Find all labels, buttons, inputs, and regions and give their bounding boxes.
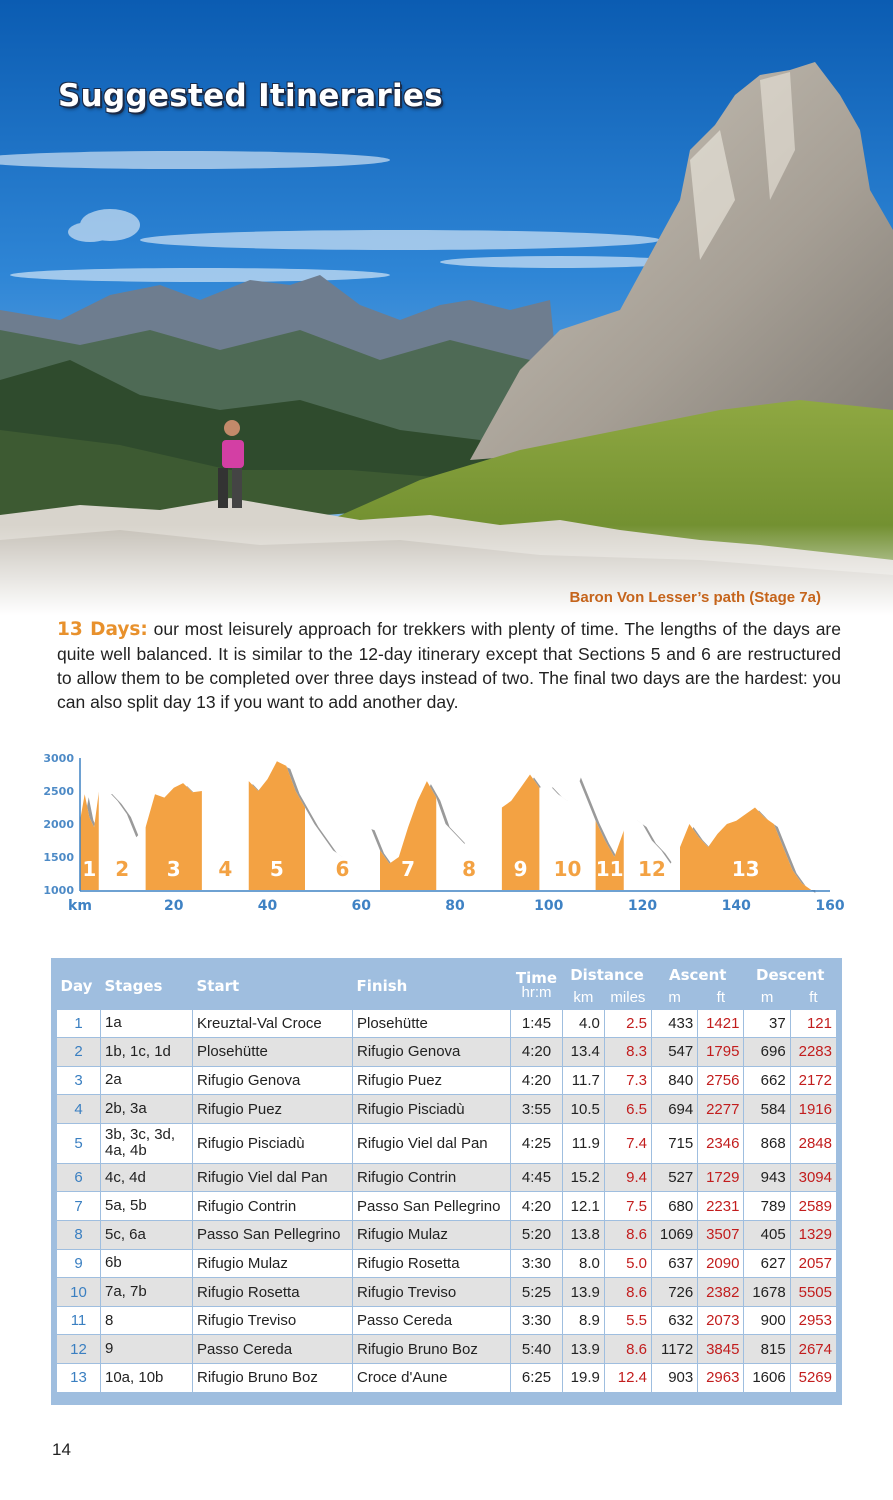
cell-descent-ft: 2674 [790, 1335, 836, 1364]
cell-day: 11 [57, 1306, 101, 1335]
page-title: Suggested Itineraries [58, 78, 444, 114]
table-row [57, 1095, 837, 1124]
stage-label: 7 [401, 857, 416, 881]
cell-miles: 7.5 [604, 1192, 651, 1221]
header-start: Start [196, 976, 240, 995]
table-row [57, 1221, 837, 1250]
cell-stages: 9 [101, 1335, 193, 1364]
cell-descent-m: 627 [744, 1249, 790, 1278]
cell-time: 4:20 [511, 1038, 563, 1067]
stage-label: 13 [731, 857, 760, 881]
cell-time: 6:25 [511, 1364, 563, 1393]
table-row [57, 1278, 837, 1307]
header-descent-ft: ft [809, 989, 818, 1007]
x-tick-label: 120 [627, 898, 658, 914]
cell-ascent-m: 637 [652, 1249, 698, 1278]
cell-miles: 6.5 [604, 1095, 651, 1124]
cell-ascent-m: 527 [652, 1163, 698, 1192]
x-tick-label: 160 [815, 898, 845, 914]
cell-start: Rifugio Genova [193, 1066, 353, 1095]
cell-start: Rifugio Bruno Boz [193, 1364, 353, 1393]
cell-ascent-ft: 1795 [698, 1038, 744, 1067]
cell-km: 13.9 [563, 1335, 605, 1364]
y-tick-label: 1000 [43, 884, 74, 897]
table-row [57, 1192, 837, 1221]
cell-km: 13.4 [563, 1038, 605, 1067]
table-row [57, 1066, 837, 1095]
x-axis-unit-label: km [68, 898, 92, 914]
stage-label: 11 [595, 857, 624, 881]
cell-ascent-m: 694 [652, 1095, 698, 1124]
table-row [57, 1009, 837, 1038]
itinerary-table [56, 963, 837, 1393]
cell-ascent-ft: 2963 [698, 1364, 744, 1393]
cell-time: 3:30 [511, 1249, 563, 1278]
cell-day: 5 [57, 1123, 101, 1163]
cell-day: 9 [57, 1249, 101, 1278]
cell-time: 5:20 [511, 1221, 563, 1250]
cell-finish: Plosehütte [353, 1009, 511, 1038]
cell-finish: Rifugio Viel dal Pan [353, 1123, 511, 1163]
cell-ascent-ft: 2090 [698, 1249, 744, 1278]
cell-ascent-ft: 1421 [698, 1009, 744, 1038]
cell-km: 13.8 [563, 1221, 605, 1250]
cell-descent-ft: 3094 [790, 1163, 836, 1192]
cell-stages: 3b, 3c, 3d, 4a, 4b [101, 1123, 193, 1163]
x-tick-label: 60 [351, 898, 371, 914]
x-tick-label: 20 [164, 898, 184, 914]
elevation-profile-svg [0, 745, 893, 920]
cell-km: 11.9 [563, 1123, 605, 1163]
cell-descent-m: 900 [744, 1306, 790, 1335]
cell-day: 4 [57, 1095, 101, 1124]
cell-ascent-ft: 3845 [698, 1335, 744, 1364]
cell-miles: 8.6 [604, 1335, 651, 1364]
cell-day: 13 [57, 1364, 101, 1393]
header-descent-m: m [760, 989, 774, 1007]
cell-descent-ft: 121 [790, 1009, 836, 1038]
stage-label: 6 [335, 857, 350, 881]
cell-miles: 5.5 [604, 1306, 651, 1335]
cell-km: 8.9 [563, 1306, 605, 1335]
cell-start: Passo Cereda [193, 1335, 353, 1364]
x-tick-label: 40 [257, 898, 278, 914]
x-tick-label: 100 [534, 898, 564, 914]
cell-ascent-ft: 2382 [698, 1278, 744, 1307]
stage-label: 2 [115, 857, 130, 881]
cell-km: 10.5 [563, 1095, 605, 1124]
stage-label: 10 [553, 857, 582, 881]
cell-stages: 10a, 10b [101, 1364, 193, 1393]
cell-miles: 12.4 [604, 1364, 651, 1393]
cell-ascent-m: 1069 [652, 1221, 698, 1250]
cell-descent-ft: 1916 [790, 1095, 836, 1124]
cell-stages: 8 [101, 1306, 193, 1335]
cell-descent-m: 584 [744, 1095, 790, 1124]
header-km: km [573, 989, 594, 1007]
cell-ascent-m: 632 [652, 1306, 698, 1335]
header-ascent: Ascent [669, 966, 727, 984]
cell-stages: 6b [101, 1249, 193, 1278]
cell-km: 13.9 [563, 1278, 605, 1307]
y-tick-label: 1500 [43, 851, 74, 864]
header-descent: Descent [756, 966, 825, 984]
cell-ascent-m: 715 [652, 1123, 698, 1163]
cell-miles: 8.6 [604, 1221, 651, 1250]
cell-day: 2 [57, 1038, 101, 1067]
cell-miles: 7.3 [604, 1066, 651, 1095]
stage-label: 4 [218, 857, 233, 881]
cell-descent-m: 696 [744, 1038, 790, 1067]
cell-descent-ft: 2057 [790, 1249, 836, 1278]
cell-descent-m: 405 [744, 1221, 790, 1250]
cell-time: 4:20 [511, 1066, 563, 1095]
table-row [57, 1364, 837, 1393]
cell-descent-ft: 5505 [790, 1278, 836, 1307]
elevation-profile-chart [0, 745, 893, 920]
cell-descent-m: 789 [744, 1192, 790, 1221]
cell-time: 5:40 [511, 1335, 563, 1364]
stage-label: 5 [269, 857, 284, 881]
cell-miles: 2.5 [604, 1009, 651, 1038]
cell-ascent-m: 547 [652, 1038, 698, 1067]
cell-descent-ft: 2848 [790, 1123, 836, 1163]
cell-km: 19.9 [563, 1364, 605, 1393]
cell-start: Kreuztal-Val Croce [193, 1009, 353, 1038]
cell-start: Rifugio Treviso [193, 1306, 353, 1335]
cell-day: 10 [57, 1278, 101, 1307]
cell-time: 3:55 [511, 1095, 563, 1124]
cell-ascent-ft: 2073 [698, 1306, 744, 1335]
table-row [57, 1038, 837, 1067]
stage-label: 3 [166, 857, 181, 881]
cell-time: 5:25 [511, 1278, 563, 1307]
cell-finish: Rifugio Rosetta [353, 1249, 511, 1278]
cell-descent-m: 943 [744, 1163, 790, 1192]
cell-descent-m: 815 [744, 1335, 790, 1364]
stage-label: 12 [637, 857, 666, 881]
cell-ascent-ft: 3507 [698, 1221, 744, 1250]
cell-descent-m: 37 [744, 1009, 790, 1038]
cell-finish: Rifugio Genova [353, 1038, 511, 1067]
cell-miles: 5.0 [604, 1249, 651, 1278]
cell-time: 3:30 [511, 1306, 563, 1335]
cell-ascent-m: 726 [652, 1278, 698, 1307]
table-row [57, 1335, 837, 1364]
itinerary-table-frame [51, 958, 842, 1405]
cell-finish: Rifugio Pisciadù [353, 1095, 511, 1124]
cell-miles: 9.4 [604, 1163, 651, 1192]
cell-descent-ft: 2283 [790, 1038, 836, 1067]
header-ascent-ft: ft [716, 989, 726, 1007]
cell-ascent-m: 680 [652, 1192, 698, 1221]
cell-start: Rifugio Pisciadù [193, 1123, 353, 1163]
cell-ascent-m: 840 [652, 1066, 698, 1095]
cell-start: Rifugio Contrin [193, 1192, 353, 1221]
cell-stages: 7a, 7b [101, 1278, 193, 1307]
cell-time: 4:25 [511, 1123, 563, 1163]
cell-finish: Rifugio Puez [353, 1066, 511, 1095]
cell-stages: 1a [101, 1009, 193, 1038]
page-number: 14 [52, 1440, 71, 1459]
cell-start: Plosehütte [193, 1038, 353, 1067]
cell-descent-m: 868 [744, 1123, 790, 1163]
cell-day: 8 [57, 1221, 101, 1250]
cell-km: 8.0 [563, 1249, 605, 1278]
cell-stages: 2b, 3a [101, 1095, 193, 1124]
header-distance: Distance [570, 966, 644, 984]
cell-finish: Rifugio Bruno Boz [353, 1335, 511, 1364]
cell-start: Passo San Pellegrino [193, 1221, 353, 1250]
cell-day: 3 [57, 1066, 101, 1095]
cell-time: 1:45 [511, 1009, 563, 1038]
cell-finish: Passo Cereda [353, 1306, 511, 1335]
hero-photo [0, 0, 893, 615]
cell-start: Rifugio Puez [193, 1095, 353, 1124]
header-day: Day [60, 976, 93, 995]
cell-finish: Rifugio Contrin [353, 1163, 511, 1192]
table-row [57, 1306, 837, 1335]
intro-lead: 13 Days: [57, 619, 148, 640]
x-tick-label: 80 [445, 898, 465, 914]
cell-stages: 5c, 6a [101, 1221, 193, 1250]
cell-start: Rifugio Mulaz [193, 1249, 353, 1278]
cell-ascent-ft: 1729 [698, 1163, 744, 1192]
cell-km: 11.7 [563, 1066, 605, 1095]
cell-stages: 2a [101, 1066, 193, 1095]
cell-ascent-ft: 2277 [698, 1095, 744, 1124]
cell-miles: 8.6 [604, 1278, 651, 1307]
stage-label: 9 [513, 857, 528, 881]
cell-descent-ft: 2172 [790, 1066, 836, 1095]
header-time-unit: hr:m [521, 984, 552, 1001]
cell-time: 4:45 [511, 1163, 563, 1192]
cell-finish: Rifugio Treviso [353, 1278, 511, 1307]
cell-miles: 7.4 [604, 1123, 651, 1163]
cell-descent-m: 1678 [744, 1278, 790, 1307]
cell-stages: 1b, 1c, 1d [101, 1038, 193, 1067]
header-miles: miles [610, 989, 646, 1007]
cell-day: 7 [57, 1192, 101, 1221]
cell-time: 4:20 [511, 1192, 563, 1221]
photo-caption: Baron Von Lesser’s path (Stage 7a) [569, 589, 821, 606]
cell-day: 12 [57, 1335, 101, 1364]
cell-stages: 4c, 4d [101, 1163, 193, 1192]
table-row [57, 1123, 837, 1163]
header-ascent-m: m [668, 989, 681, 1007]
cell-start: Rifugio Rosetta [193, 1278, 353, 1307]
cell-km: 4.0 [563, 1009, 605, 1038]
cell-stages: 5a, 5b [101, 1192, 193, 1221]
cell-km: 12.1 [563, 1192, 605, 1221]
cell-day: 6 [57, 1163, 101, 1192]
cell-ascent-ft: 2231 [698, 1192, 744, 1221]
cell-start: Rifugio Viel dal Pan [193, 1163, 353, 1192]
cell-ascent-ft: 2756 [698, 1066, 744, 1095]
y-tick-label: 2000 [43, 818, 74, 831]
cell-ascent-m: 433 [652, 1009, 698, 1038]
header-stages: Stages [104, 976, 163, 995]
cell-ascent-m: 903 [652, 1364, 698, 1393]
y-tick-label: 2500 [43, 785, 74, 798]
cell-descent-m: 662 [744, 1066, 790, 1095]
y-tick-label: 3000 [43, 752, 74, 765]
header-time: Time [515, 969, 558, 987]
cell-finish: Passo San Pellegrino [353, 1192, 511, 1221]
cell-km: 15.2 [563, 1163, 605, 1192]
cell-descent-ft: 2589 [790, 1192, 836, 1221]
cell-finish: Croce d'Aune [353, 1364, 511, 1393]
cell-descent-m: 1606 [744, 1364, 790, 1393]
cell-miles: 8.3 [604, 1038, 651, 1067]
x-tick-label: 140 [721, 898, 751, 914]
stage-label: 8 [462, 857, 477, 881]
header-finish: Finish [356, 976, 408, 995]
cell-descent-ft: 5269 [790, 1364, 836, 1393]
cell-ascent-m: 1172 [652, 1335, 698, 1364]
cell-ascent-ft: 2346 [698, 1123, 744, 1163]
intro-paragraph [57, 617, 841, 714]
stage-label: 1 [82, 857, 97, 881]
cell-day: 1 [57, 1009, 101, 1038]
cell-finish: Rifugio Mulaz [353, 1221, 511, 1250]
intro-text: our most leisurely approach for trekkers with plenty of time. The lengths of the days are quite well balanced. It is similar to the 12-day itinerary except that Sections 5 and 6 are restructured to allow them to be completed over three days instead of two. The final two days are the hardest: you can also split day 13 if you want to add another day. [57, 619, 841, 712]
cell-descent-ft: 1329 [790, 1221, 836, 1250]
cell-descent-ft: 2953 [790, 1306, 836, 1335]
table-row [57, 1249, 837, 1278]
table-row [57, 1163, 837, 1192]
